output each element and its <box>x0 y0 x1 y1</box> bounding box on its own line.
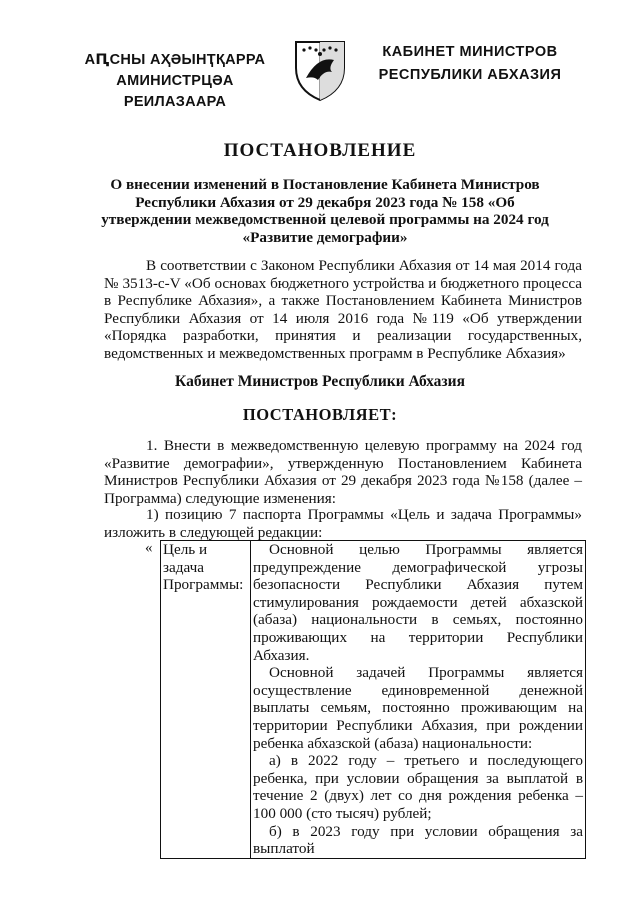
item-1-1-paragraph: 1) позицию 7 паспорта Программы «Цель и задача Программы» изложить в следующей редакции: <box>104 506 582 541</box>
header-right-line2: РЕСПУБЛИКИ АБХАЗИЯ <box>378 67 562 83</box>
program-goal-text: Основной целью Программы является предупреждение демографической угрозы безопасности Республики Абхазия путем стимулирования рождаемости детей абхазской (абаза) национальности в семьях, постоянно проживающих на территории Республики Абхазия. <box>253 541 583 664</box>
table-content-cell <box>251 541 586 859</box>
header-right-line1: КАБИНЕТ МИНИСТРОВ <box>382 44 558 60</box>
resolves-heading: ПОСТАНОВЛЯЕТ: <box>242 405 398 424</box>
program-task-text: Основной задачей Программы является осуществление единовременной денежной выплаты семьям, постоянно проживающим на территории Республики Абхазия, при рождении ребенка абхазской (абаза) национальности: <box>253 664 583 752</box>
table-row <box>161 541 586 859</box>
program-item-b-text: б) в 2023 году при условии обращения за выплатой <box>253 822 583 858</box>
header-cabinet-ministers <box>370 41 570 87</box>
coat-of-arms-icon <box>288 38 352 102</box>
document-title: ПОСТАНОВЛЕНИЕ <box>223 140 417 161</box>
table-label-cell: Цель и задача Программы: <box>161 541 251 859</box>
document-subject: О внесении изменений в Постановление Кабинета Министров Республики Абхазия от 29 декабря 2023 года № 158 «Об утверждении межведомственной целевой программы на 2024 год «Развитие демографии» <box>101 176 549 246</box>
open-quote-mark: « <box>145 540 153 556</box>
item-1-paragraph: 1. Внести в межведомственную целевую программу на 2024 год «Развитие демографии», утвержденную Постановлением Кабинета Министров Республики Абхазия от 29 декабря 2023 года №158 (далее – Программа) следующие изменения: <box>104 437 582 507</box>
program-item-a-text: а) в 2022 году – третьего и последующего ребенка, при условии обращения за выплатой в течение 2 (двух) лет со дня рождения ребенка – 100 000 (сто тысяч) рублей; <box>253 752 583 822</box>
header-left-line1: АԤСНЫ АҲӘЫНҬҚАРРА <box>84 52 266 68</box>
header-left-line2: АМИНИСТРЦӘА РЕИЛАЗААРА <box>116 73 234 110</box>
header-abkhaz-ministry <box>70 50 280 113</box>
cabinet-heading: Кабинет Министров Республики Абхазия <box>175 373 465 390</box>
program-passport-table <box>160 540 586 859</box>
preamble-paragraph: В соответствии с Законом Республики Абхазия от 14 мая 2014 года № 3513-с-V «Об основах бюджетного устройства и бюджетного процесса в Республике Абхазия», а также Постановлением Кабинета Министров Республики Абхазия от 14 июля 2016 года №119 «Об утверждении «Порядка разработки, принятия и реализации государственных, ведомственных и межведомственных программ в Республике Абхазия» <box>104 257 582 362</box>
document-header <box>0 38 640 108</box>
